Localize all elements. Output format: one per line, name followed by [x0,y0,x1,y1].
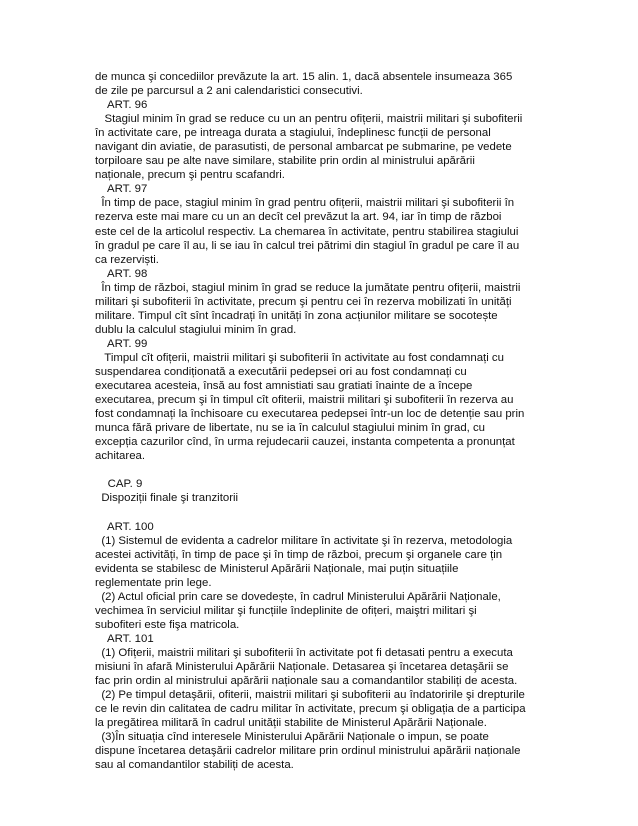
text-line: achitarea. [95,450,146,463]
document-page [95,70,550,772]
text-line: navigant din aviatie, de parasutisti, de personal ambarcat pe submarine, pe vedete [95,141,512,154]
blank-line [95,463,550,477]
text-line: executarea acesteia, însă au fost amnistiati sau gratiati înainte de a începe [95,380,473,393]
text-line: misiuni în afară Ministerului Apărării Naționale. Detasarea şi încetarea detaşării se [95,660,509,673]
text-line: În timp de război, stagiul minim în grad se reduce la jumătate pentru ofițerii, maistrii [95,281,521,294]
text-line: (1) Sistemul de evidenta a cadrelor militare în activitate şi în rezerva, metodologia [95,534,513,547]
text-line: este cel de la articolul respectiv. La chemarea în activitate, pentru stabilirea stagiului [95,225,519,238]
text-line: (2) Pe timpul detaşării, ofiterii, maistrii militari şi subofiterii au îndatoririle şi drepturile [95,689,525,702]
article-heading-98: ART. 98 [95,267,148,280]
article-heading-97: ART. 97 [95,183,148,196]
chapter-subtitle: Dispoziții finale şi tranzitorii [95,492,239,505]
text-line: reglementate prin lege. [95,576,212,589]
text-line: În timp de pace, stagiul minim în grad pentru ofițerii, maistrii militari şi subofiterii în [95,197,515,210]
text-line: militari şi subofiterii în activitate, precum şi pentru cei în rezerva mobilizati în unități [95,295,512,308]
text-line: dublu la calculul stagiului minim în grad. [95,323,297,336]
article-heading-99: ART. 99 [95,337,148,350]
article-heading-101: ART. 101 [95,632,154,645]
text-line: suspendarea condiționată a executării pedepsei ori au fost condamnați cu [95,365,467,378]
blank-line [95,505,550,519]
text-line: (2) Actul oficial prin care se dovedește, în cadrul Ministerului Apărării Naționale, [95,590,501,603]
article-heading-96: ART. 96 [95,99,148,112]
text-line: (1) Ofițerii, maistrii militari şi subofiterii în activitate pot fi detasati pentru a executa [95,646,513,659]
text-line: la pregătirea militară în cadrul unității stabilite de Ministerul Apărării Naționale. [95,717,487,730]
text-line: de munca şi concediilor prevăzute la art. 15 alin. 1, dacă absentele insumeaza 365 [95,71,513,83]
text-line: rezerva este mai mare cu un an decît cel prevăzut la art. 94, iar în timp de război [95,211,502,224]
text-line: de zile pe parcursul a 2 ani calendaristici consecutivi. [95,85,363,98]
chapter-title: CAP. 9 [95,478,143,491]
text-line: acestei activități, în timp de pace şi în timp de război, precum şi organele care țin [95,548,503,561]
text-line: în activitate care, pe intreaga durata a stagiului, îndeplinesc funcții de personal [95,127,491,140]
text-line: Timpul cît ofițerii, maistrii militari şi subofiterii în activitate au fost condamnați cu [95,351,504,364]
article-heading-100: ART. 100 [95,520,154,533]
text-line: (3)În situația cînd interesele Ministerului Apărării Naționale o impun, se poate [95,731,489,744]
text-line: vechimea în serviciul militar şi funcțiile îndeplinite de ofițeri, maiştri militari şi [95,604,477,617]
text-line: evidenta se stabilesc de Ministerul Apărării Naționale, mai puțin situațiile [95,562,459,575]
text-line: ca rezerviști. [95,253,159,266]
text-line: subofiteri este fişa matricola. [95,618,240,631]
text-line: executarea, precum şi în timpul cît ofiterii, maistrii militari şi subofiterii în rezerva au [95,394,514,407]
text-line: excepția cazurilor cînd, în urma rejudecarii cauzei, instanta competenta a pronunțat [95,436,515,449]
text-line: în gradul pe care îl au, li se iau în calcul trei pătrimi din stagiul în gradul pe care îl au [95,239,520,252]
text-line: ce le revin din calitatea de cadru militar în activitate, precum şi obligația de a participa [95,703,526,716]
text-line: fost condamnați la închisoare cu executarea pedepsei într-un loc de detenție sau prin [95,408,525,421]
text-line: sau al comandantilor stabiliți de acesta. [95,759,294,772]
text-line: Stagiul minim în grad se reduce cu un an pentru ofițerii, maistrii militari şi subofiterii [95,113,523,126]
text-line: naționale, precum şi pentru scafandri. [95,169,285,182]
text-line: munca fără privare de libertate, nu se ia în calculul stagiului minim în grad, cu [95,422,486,435]
text-line: militare. Timpul cît sînt încadrați în unități în zona acțiunilor militare se socotește [95,309,498,322]
text-line: torpiloare sau pe alte nave similare, stabilite prin ordin al ministrului apărării [95,155,475,168]
text-line: fac prin ordin al ministrului apărării naționale sau a comandantilor stabiliți de acesta. [95,675,518,688]
text-line: dispune încetarea detaşării cadrelor militare prin ordinul ministrului apărării naționale [95,745,521,758]
